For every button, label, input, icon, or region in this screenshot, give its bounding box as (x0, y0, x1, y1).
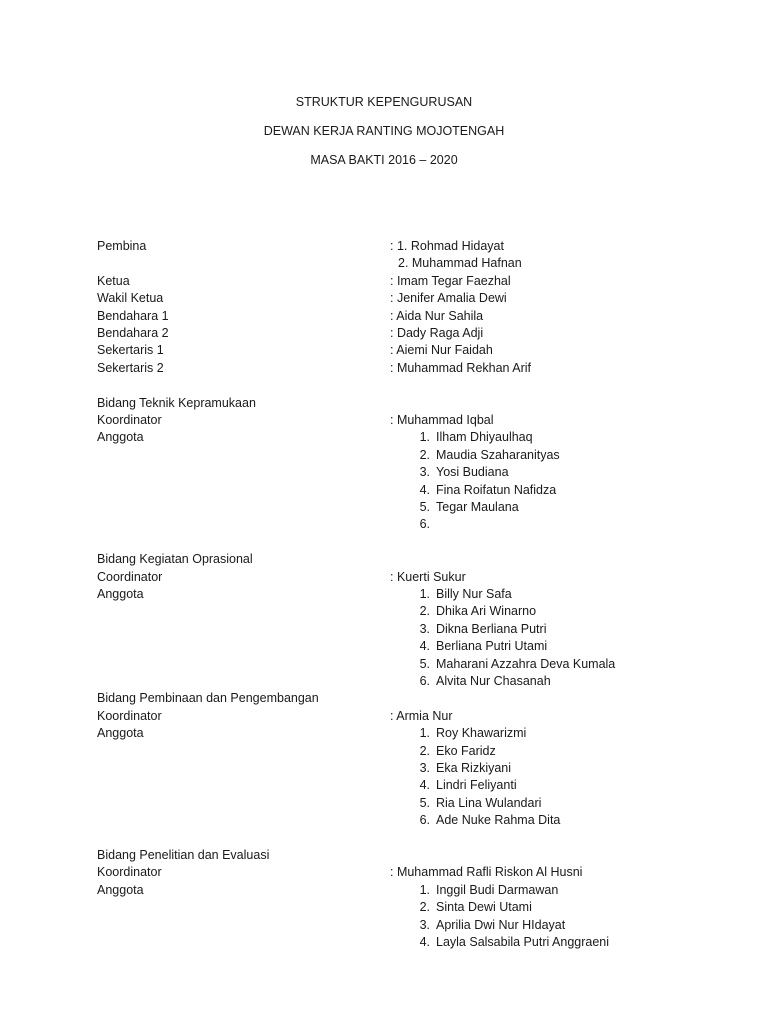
pengurus-value: : Aiemi Nur Faidah (390, 343, 493, 358)
member-name: Eka Rizkiyani (436, 761, 512, 775)
pengurus-row (97, 273, 717, 290)
member-number: 3. (419, 621, 430, 636)
pengurus-row (97, 342, 717, 359)
bidang-title-row (97, 847, 717, 864)
koordinator-label: Coordinator (97, 569, 163, 584)
member-name: Roy Khawarizmi (436, 726, 527, 741)
member-number: 4. (419, 778, 430, 793)
pengurus-label: Sekertaris 2 (97, 360, 164, 375)
member-name: Tegar Maulana (436, 500, 519, 514)
pengurus-row (97, 360, 717, 377)
member-name: Eko Faridz (436, 743, 496, 758)
member-number: 1. (419, 430, 430, 445)
member-number: 2. (419, 447, 430, 462)
member-number: 6. (419, 674, 430, 688)
member-row (97, 499, 717, 516)
pengurus-label: Bendahara 1 (97, 308, 169, 323)
pengurus-row (97, 325, 717, 342)
koordinator-label: Koordinator (97, 865, 162, 880)
member-name: Dhika Ari Winarno (436, 604, 537, 619)
member-row (97, 673, 717, 690)
member-name: Yosi Budiana (436, 465, 509, 480)
member-row (97, 586, 717, 603)
member-row (97, 934, 717, 951)
member-number: 2. (419, 743, 430, 758)
koordinator-row (97, 864, 717, 881)
member-number: 5. (419, 795, 430, 810)
bidang-title: Bidang Penelitian dan Evaluasi (97, 848, 270, 862)
member-name: Inggil Budi Darmawan (436, 882, 559, 897)
member-row (97, 447, 717, 464)
koordinator-label: Koordinator (97, 708, 162, 723)
member-row (97, 882, 717, 899)
bidang-title-row (97, 395, 717, 412)
anggota-label: Anggota (97, 882, 144, 897)
pengurus-value: : Jenifer Amalia Dewi (390, 291, 507, 306)
document-period: MASA BAKTI 2016 – 2020 (310, 153, 458, 167)
member-number: 1. (419, 587, 430, 601)
bidang-title: Bidang Teknik Kepramukaan (97, 395, 256, 410)
member-number: 4. (419, 482, 430, 497)
member-name: Ilham Dhiyaulhaq (436, 430, 533, 445)
koordinator-row (97, 412, 717, 429)
member-name: Ade Nuke Rahma Dita (436, 813, 561, 828)
koordinator-value: : Kuerti Sukur (390, 569, 466, 584)
member-name: Berliana Putri Utami (436, 639, 548, 654)
bidang-title-row (97, 690, 717, 707)
pengurus-value: : Imam Tegar Faezhal (390, 273, 511, 288)
koordinator-value: : Armia Nur (390, 708, 453, 723)
anggota-label: Anggota (97, 587, 144, 601)
bidang-title: Bidang Kegiatan Oprasional (97, 552, 253, 567)
pengurus-label: Ketua (97, 273, 130, 288)
member-name: Billy Nur Safa (436, 587, 512, 601)
pengurus-label: Bendahara 2 (97, 326, 169, 340)
koordinator-row (97, 708, 717, 725)
pengurus-row (97, 290, 717, 307)
koordinator-label: Koordinator (97, 413, 162, 427)
member-name: Lindri Feliyanti (436, 778, 517, 793)
member-name: Ria Lina Wulandari (436, 795, 542, 810)
member-row (97, 482, 717, 499)
member-number: 4. (419, 639, 430, 654)
pengurus-value: : Dady Raga Adji (390, 326, 484, 340)
member-name: Maharani Azzahra Deva Kumala (436, 656, 616, 671)
member-name: Maudia Szaharanityas (436, 447, 560, 462)
anggota-label: Anggota (97, 726, 144, 741)
member-name: Sinta Dewi Utami (436, 900, 532, 915)
member-number: 3. (419, 917, 430, 932)
member-row (97, 917, 717, 934)
member-row (97, 725, 717, 742)
member-number: 3. (419, 465, 430, 480)
member-number: 6. (419, 517, 430, 532)
member-row (97, 812, 717, 829)
document-subtitle: DEWAN KERJA RANTING MOJOTENGAH (263, 124, 505, 138)
member-row (97, 429, 717, 446)
koordinator-value: : Muhammad Iqbal (390, 413, 494, 427)
member-row (97, 760, 717, 777)
koordinator-value: : Muhammad Rafli Riskon Al Husni (390, 865, 583, 880)
member-number: 4. (419, 935, 430, 949)
pengurus-label: Wakil Ketua (97, 291, 164, 306)
member-name: Fina Roifatun Nafidza (436, 482, 557, 497)
pembina-row-2 (97, 255, 717, 272)
bidang-title: Bidang Pembinaan dan Pengembangan (97, 691, 319, 706)
pembina-label: Pembina (97, 239, 147, 253)
anggota-label: Anggota (97, 430, 144, 445)
member-row (97, 656, 717, 673)
member-row (97, 516, 717, 533)
pembina-value-2: 2. Muhammad Hafnan (398, 256, 522, 271)
pengurus-row (97, 308, 717, 325)
member-number: 2. (419, 604, 430, 619)
member-row (97, 464, 717, 481)
member-row (97, 638, 717, 655)
pembina-row (97, 238, 717, 255)
member-number: 1. (419, 882, 430, 897)
member-row (97, 621, 717, 638)
pengurus-value: : Aida Nur Sahila (390, 308, 484, 323)
pengurus-value: : Muhammad Rekhan Arif (390, 360, 532, 375)
koordinator-row (97, 569, 717, 586)
member-name: Layla Salsabila Putri Anggraeni (436, 935, 610, 949)
member-number: 5. (419, 500, 430, 514)
member-row (97, 777, 717, 794)
member-name: Aprilia Dwi Nur HIdayat (436, 917, 566, 932)
pembina-value: : 1. Rohmad Hidayat (390, 239, 504, 253)
member-number: 3. (419, 761, 430, 775)
member-row (97, 899, 717, 916)
member-number: 2. (419, 900, 430, 915)
member-row (97, 603, 717, 620)
pengurus-label: Sekertaris 1 (97, 343, 164, 358)
member-name: Dikna Berliana Putri (436, 621, 547, 636)
bidang-title-row (97, 551, 717, 568)
member-number: 5. (419, 656, 430, 671)
member-number: 6. (419, 813, 430, 828)
member-row (97, 795, 717, 812)
member-row (97, 743, 717, 760)
member-number: 1. (419, 726, 430, 741)
member-name: Alvita Nur Chasanah (436, 674, 551, 688)
document-title: STRUKTUR KEPENGURUSAN (295, 95, 473, 109)
